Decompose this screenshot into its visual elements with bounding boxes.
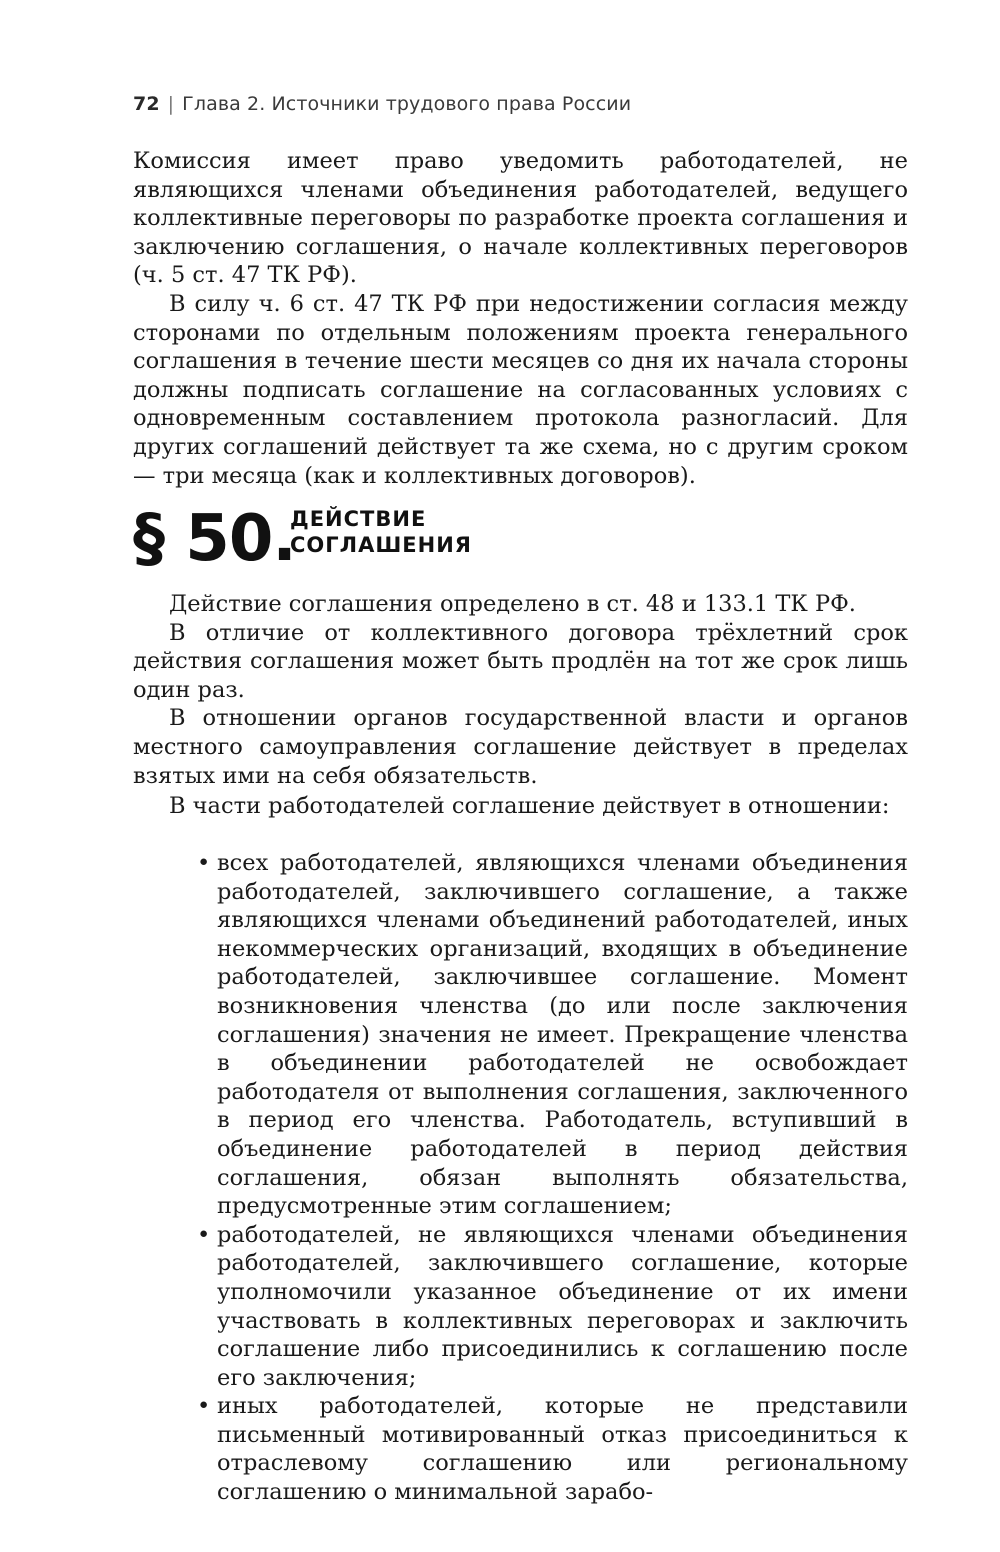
list-item-text: всех работодателей, являющихся членами объединения работодателей, заключившего соглашение, а также являющихся членами объединений работодателей, иных некоммерческих организаций, входящих в объединение работодателей, заключившее соглашение. Момент возникновения членства (до или после заключения соглашения) значения не имеет. Прекращение членства в объединении работодателей не освобождает работодателя от выполнения соглашения, заключенного в период его членства. Работодатель, вступивший в объединение работодателей в период действия соглашения, обязан выполнять обязательства, предусмотренные этим соглашением; [217,850,908,1220]
list-item [133,849,908,1221]
paragraph: В отличие от коллективного договора трёхлетний срок действия соглашения может быть продлён на тот же срок лишь один раз. [133,619,908,703]
paragraph: Комиссия имеет право уведомить работодателей, не являющихся членами объединения работодателей, ведущего коллективные переговоры по разработке проекта соглашения и заключению соглашения, о начале коллективных переговоров (ч. 5 ст. 47 ТК РФ). [133,148,908,289]
section-title-line: СОГЛАШЕНИЯ [290,533,472,557]
list-intro-text [133,792,908,821]
section-number: § 50. [133,502,296,576]
list-item [133,1392,908,1506]
bullet-icon: • [197,1393,211,1420]
paragraph: В отношении органов государственной власти и органов местного самоуправления соглашение действует в пределах взятых ими на себя обязательств. [133,705,908,789]
paragraph: Действие соглашения определено в ст. 48 и 133.1 ТК РФ. [169,591,856,617]
bullet-icon: • [197,1221,211,1248]
chapter-title: Глава 2. Источники трудового права России [182,93,632,115]
list-item [133,1221,908,1393]
running-head-separator: | [167,93,175,115]
section-title [290,506,472,558]
section-text [133,590,908,790]
bullet-list [133,849,908,1507]
list-item-text: иных работодателей, которые не представили письменный мотивированный отказ присоединиться к отраслевому соглашению или региональному соглашению о минимальной зарабо- [217,1393,908,1506]
bullet-icon: • [197,850,211,876]
list-intro: В части работодателей соглашение действует в отношении: [169,793,890,819]
paragraph: В силу ч. 6 ст. 47 ТК РФ при недостижении согласия между сторонами по отдельным положениям проекта генерального соглашения в течение шести месяцев со дня их начала стороны должны подписать соглашение на согласованных условиях с одновременным составлением протокола разногласий. Для других соглашений действует та же схема, но с другим сроком — три месяца (как и коллективных договоров). [133,290,908,489]
running-head [133,93,631,115]
section-title-line: ДЕЙСТВИЕ [290,507,427,531]
intro-text [133,147,908,490]
list-item-text: работодателей, не являющихся членами объединения работодателей, заключившего соглашение, которые уполномочили указанное объединение от их имени участвовать в коллективных переговорах и заключить соглашение либо присоединились к соглашению после его заключения; [217,1221,908,1391]
page-number: 72 [133,93,160,115]
